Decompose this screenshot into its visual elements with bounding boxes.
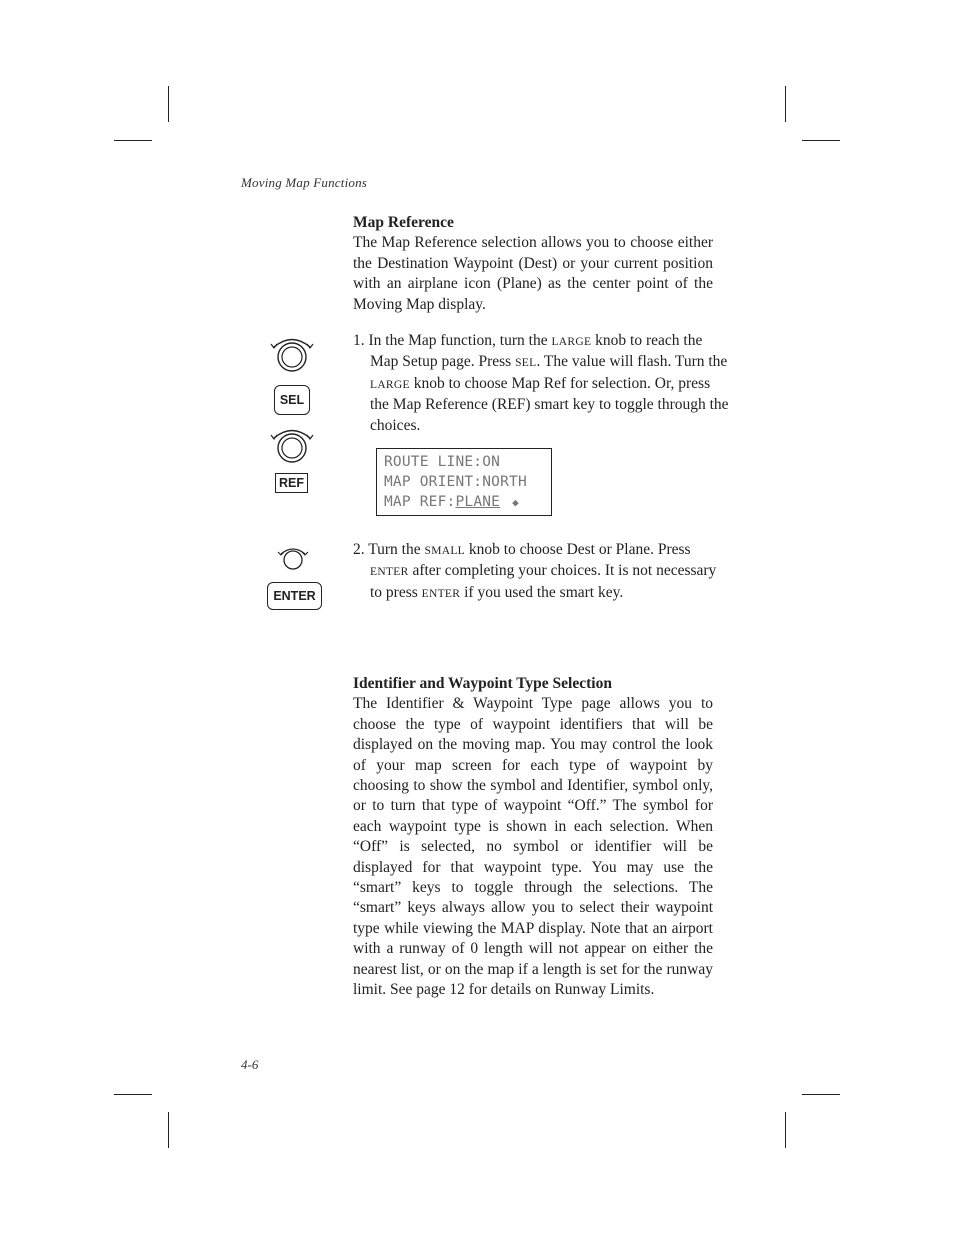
page-number: 4-6: [241, 1057, 259, 1072]
lcd-line: MAP ORIENT:NORTH: [384, 474, 527, 490]
ref-key-icon: REF: [275, 473, 308, 493]
step-2: 2. Turn the SMALL knob to choose Dest or Plane. Press ENTER after completing your choices. It is not necessary to press ENTER if you used the smart key.: [353, 541, 717, 601]
large-knob-icon: [268, 334, 316, 374]
map-reference-section: [353, 213, 713, 315]
section-paragraph: The Identifier & Waypoint Type page allows you to choose the type of waypoint identifiers that will be displayed on the moving map. You may control the look of your map screen for each type of waypoint by choosing to show the symbol and Identifier, symbol only, or to turn that type of waypoint “Off.” The symbol for each waypoint type is shown in each selection. When “Off” is selected, no symbol or identifier will be displayed for that waypoint type. You may use the “smart” keys to toggle through the selections. The “smart” keys always allow you to select their waypoint type while viewing the MAP display. Note that an airport with a runway of 0 length will not appear on either the nearest list, or on the map if a length is set for the runway limit. See page 12 for details on Runway Limits.: [353, 695, 713, 999]
section-heading: Map Reference: [353, 214, 454, 231]
crop-mark: [114, 1094, 152, 1095]
large-knob-icon: [268, 425, 316, 465]
lcd-line: MAP REF:PLANE ◆: [384, 494, 519, 510]
crop-mark: [114, 140, 152, 141]
running-head: Moving Map Functions: [241, 175, 368, 190]
crop-mark: [785, 86, 786, 122]
identifier-waypoint-section: [353, 674, 713, 1001]
enter-key-icon: ENTER: [267, 582, 322, 610]
section-paragraph: The Map Reference selection allows you to choose either the Destination Waypoint (Dest) or your current position with an airplane icon (Plane) as the center point of the Moving Map display.: [353, 234, 713, 313]
section-heading: Identifier and Waypoint Type Selection: [353, 675, 612, 692]
key-name: LARGE: [370, 378, 410, 391]
lcd-selected-value: PLANE: [455, 494, 501, 510]
key-name: ENTER: [421, 587, 461, 600]
crop-mark: [168, 86, 169, 122]
key-name: LARGE: [551, 336, 592, 348]
small-knob-icon: [276, 544, 310, 572]
crop-mark: [785, 1112, 786, 1148]
crop-mark: [168, 1112, 169, 1148]
sel-key-icon: SEL: [274, 385, 310, 415]
crop-mark: [802, 140, 840, 141]
key-name: ENTER: [370, 566, 409, 579]
lcd-line: ROUTE LINE:ON: [384, 454, 501, 470]
lcd-toggle-arrow-icon: ◆: [512, 496, 519, 509]
crop-mark: [802, 1094, 840, 1095]
key-name: SEL: [515, 357, 537, 370]
step-1: 1. In the Map function, turn the LARGE knob to reach the Map Setup page. Press SEL. The value will flash. Turn the LARGE knob to choose Map Ref for selection. Or, press the Map Reference (REF) smart key to toggle through the choices.: [353, 332, 729, 434]
key-name: SMALL: [424, 545, 465, 557]
lcd-display: [376, 448, 552, 516]
